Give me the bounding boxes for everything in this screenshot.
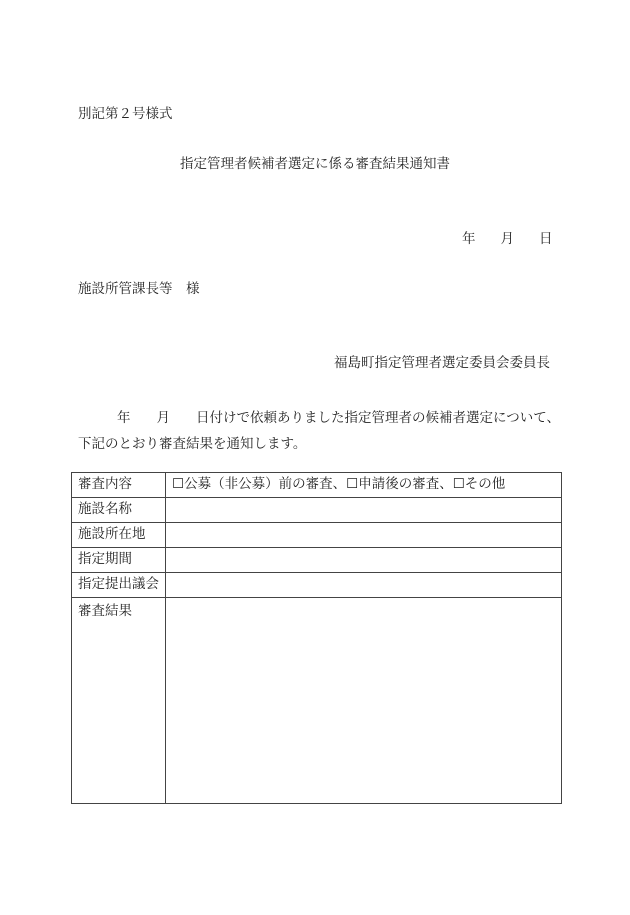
body-year-label: 年 (117, 410, 131, 426)
row-value-facility-name (166, 498, 562, 523)
table-row (72, 573, 562, 598)
date-year-label: 年 (462, 231, 476, 247)
row-label-designation-period: 指定期間 (72, 548, 166, 573)
date-month-label: 月 (500, 231, 514, 247)
body-text-line1: 日付けで依頼ありました指定管理者の候補者選定について、 (196, 410, 560, 426)
body-text-line2: 下記のとおり審査結果を通知します。 (78, 436, 307, 452)
row-label-review-result: 審査結果 (72, 598, 166, 804)
row-label-facility-name: 施設名称 (72, 498, 166, 523)
form-number: 別記第２号様式 (78, 106, 173, 122)
date-day-label: 日 (539, 231, 553, 247)
sender: 福島町指定管理者選定委員会委員長 (334, 355, 550, 371)
body-paragraph (78, 405, 568, 457)
row-value-review-content: ☐公募（非公募）前の審査、☐申請後の審査、☐その他 (166, 473, 562, 498)
row-value-designation-period (166, 548, 562, 573)
body-month-label: 月 (156, 410, 170, 426)
document-title: 指定管理者候補者選定に係る審査結果通知書 (180, 156, 450, 172)
table-row (72, 498, 562, 523)
date-line (462, 233, 553, 247)
row-value-review-result (166, 598, 562, 804)
row-label-assembly-submission: 指定提出議会 (72, 573, 166, 598)
table-row (72, 523, 562, 548)
table-row (72, 473, 562, 498)
table-row (72, 548, 562, 573)
table-row (72, 598, 562, 804)
row-label-review-content: 審査内容 (72, 473, 166, 498)
row-value-facility-address (166, 523, 562, 548)
row-value-assembly-submission (166, 573, 562, 598)
recipient: 施設所管課長等 様 (78, 281, 200, 297)
row-label-facility-address: 施設所在地 (72, 523, 166, 548)
review-result-table (71, 472, 562, 804)
